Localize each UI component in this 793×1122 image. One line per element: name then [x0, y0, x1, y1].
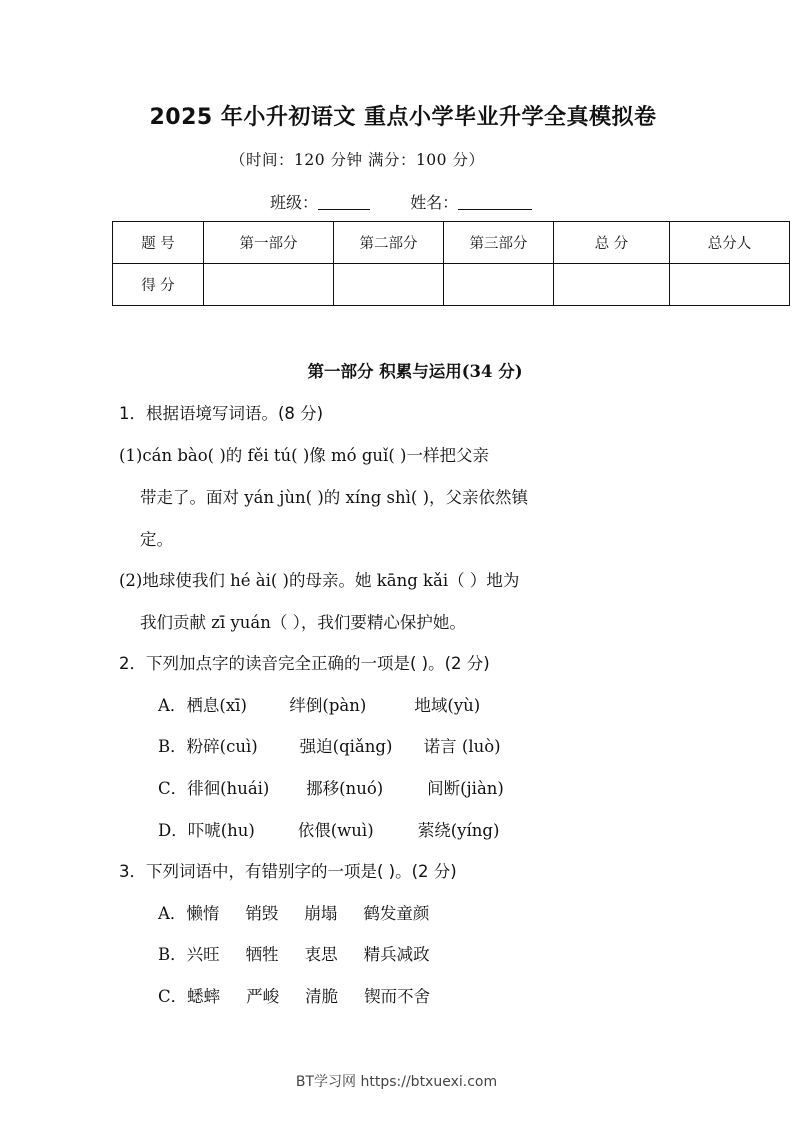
score-table	[112, 221, 790, 306]
option-item: 鹤发童颜	[363, 904, 430, 923]
option-label: C．	[158, 779, 188, 798]
score-cell[interactable]	[444, 264, 554, 306]
table-cell: 得 分	[113, 264, 204, 306]
question-2-stem: 2．下列加点字的读音完全正确的一项是( )。(2 分)	[119, 654, 490, 673]
question-2-option-d[interactable]	[158, 817, 499, 841]
option-item: 依偎(wuì)	[297, 821, 374, 840]
option-label: B．	[158, 945, 187, 964]
option-item: 强迫(qiǎng)	[299, 737, 393, 756]
section-title: 第一部分 积累与运用(34 分)	[307, 362, 523, 381]
option-item: 徘徊(huái)	[187, 779, 270, 798]
option-item: 牺牲	[245, 945, 279, 964]
option-item: 栖息(xī)	[186, 696, 247, 715]
page-title: 2025 年小升初语文 重点小学毕业升学全真模拟卷	[149, 105, 657, 130]
table-cell: 总 分	[554, 222, 670, 264]
option-item: 萦绕(yíng)	[417, 821, 500, 840]
question-3-option-a[interactable]	[158, 900, 429, 924]
question-2-option-c[interactable]	[158, 775, 504, 799]
option-label: B．	[158, 737, 187, 756]
score-table-header-row	[113, 222, 790, 264]
score-cell[interactable]	[670, 264, 790, 306]
option-item: 清脆	[305, 987, 339, 1006]
option-item: 粉碎(cuì)	[186, 737, 258, 756]
question-3-option-c[interactable]	[158, 983, 430, 1007]
question-3-option-b[interactable]	[158, 941, 430, 965]
question-1-line: 我们贡献 zī yuán（ ），我们要精心保护她。	[140, 613, 466, 632]
question-1-line: (2)地球使我们 hé ài( )的母亲。她 kāng kǎi（ ）地为	[119, 571, 520, 590]
option-label: A．	[158, 904, 187, 923]
option-label: A．	[158, 696, 187, 715]
option-label: C．	[158, 987, 188, 1006]
table-cell: 第二部分	[334, 222, 444, 264]
option-item: 绊倒(pàn)	[289, 696, 367, 715]
name-blank	[458, 193, 532, 210]
table-cell: 第三部分	[444, 222, 554, 264]
question-1-stem: 1．根据语境写词语。(8 分)	[119, 404, 324, 423]
option-item: 衷思	[304, 945, 338, 964]
score-table-score-row	[113, 264, 790, 306]
table-cell: 总分人	[670, 222, 790, 264]
question-1-line: (1)cán bào( )的 fěi tú( )像 mó guǐ( )一样把父亲	[119, 446, 489, 465]
option-item: 锲而不舍	[364, 987, 431, 1006]
option-item: 间断(jiàn)	[427, 779, 504, 798]
table-cell: 第一部分	[204, 222, 334, 264]
student-info	[270, 190, 532, 213]
question-2-option-a[interactable]	[158, 692, 480, 716]
option-item: 地域(yù)	[414, 696, 481, 715]
footer-watermark: BT学习网 https://btxuexi.com	[295, 1074, 498, 1090]
score-cell[interactable]	[204, 264, 334, 306]
question-2-option-b[interactable]	[158, 733, 501, 757]
option-item: 精兵减政	[363, 945, 430, 964]
option-item: 诺言 (luò)	[423, 737, 501, 756]
question-1-line: 定。	[140, 530, 173, 549]
option-item: 崩塌	[304, 904, 338, 923]
option-item: 销毁	[245, 904, 279, 923]
table-cell: 题 号	[113, 222, 204, 264]
option-item: 吓唬(hu)	[187, 821, 255, 840]
option-item: 兴旺	[186, 945, 220, 964]
question-3-stem: 3．下列词语中，有错别字的一项是( )。(2 分)	[119, 862, 457, 881]
option-item: 挪移(nuó)	[306, 779, 384, 798]
name-label: 姓名：	[410, 193, 459, 212]
score-cell[interactable]	[554, 264, 670, 306]
option-item: 蟋蟀	[187, 987, 221, 1006]
class-label: 班级：	[270, 193, 319, 212]
score-cell[interactable]	[334, 264, 444, 306]
option-item: 懒惰	[186, 904, 220, 923]
option-label: D．	[158, 821, 188, 840]
class-blank	[318, 193, 370, 210]
question-1-line: 带走了。面对 yán jùn( )的 xíng shì( )，父亲依然镇	[140, 488, 529, 507]
exam-time-score: （时间：120 分钟 满分：100 分）	[230, 151, 485, 169]
option-item: 严峻	[246, 987, 280, 1006]
